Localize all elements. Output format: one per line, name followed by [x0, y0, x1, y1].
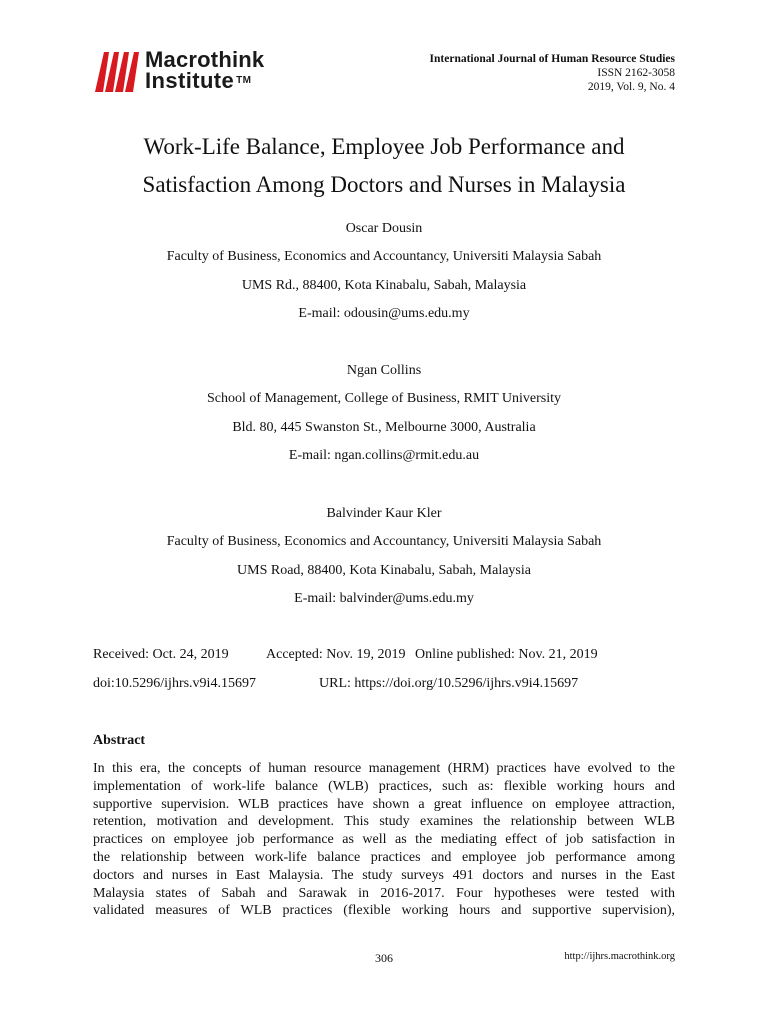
- publication-dates: [93, 647, 598, 663]
- author-address: UMS Rd., 88400, Kota Kinabalu, Sabah, Malaysia: [241, 278, 527, 293]
- doi[interactable]: doi:10.5296/ijhrs.v9i4.15697: [93, 676, 256, 691]
- accepted-date: Accepted: Nov. 19, 2019: [266, 647, 406, 662]
- abstract-line: supportive supervision. WLB practices have shown a great influence on employee attraction,: [93, 796, 675, 812]
- abstract-line: retention, motivation and development. This study examines the relationship between WLB: [93, 814, 675, 830]
- author-address: Bld. 80, 445 Swanston St., Melbourne 3000, Australia: [232, 420, 536, 435]
- received-date: Received: Oct. 24, 2019: [93, 647, 229, 662]
- journal-issn: ISSN 2162-3058: [597, 67, 675, 79]
- published-date: Online published: Nov. 21, 2019: [415, 647, 598, 662]
- title-line-1: Work-Life Balance, Employee Job Performance and: [143, 134, 625, 159]
- macrothink-logo-icon: [95, 48, 141, 92]
- author-affiliation: Faculty of Business, Economics and Accountancy, Universiti Malaysia Sabah: [166, 249, 602, 264]
- logo-line-2: Institute: [145, 68, 235, 93]
- author-affiliation: Faculty of Business, Economics and Accountancy, Universiti Malaysia Sabah: [166, 534, 602, 549]
- doi-url[interactable]: URL: https://doi.org/10.5296/ijhrs.v9i4.15697: [319, 676, 579, 691]
- author-address: UMS Road, 88400, Kota Kinabalu, Sabah, Malaysia: [237, 563, 531, 578]
- journal-info: [430, 52, 675, 94]
- logo-line-1: Macrothink: [145, 47, 265, 72]
- author-email[interactable]: E-mail: ngan.collins@rmit.edu.au: [288, 448, 480, 463]
- paper-title: [0, 128, 768, 204]
- abstract-line: validated measures of WLB practices (flexible working hours and supportive supervision),: [93, 903, 675, 919]
- author-email[interactable]: E-mail: odousin@ums.edu.my: [298, 306, 470, 321]
- author-affiliation: School of Management, College of Business, RMIT University: [207, 391, 561, 406]
- trademark-mark: TM: [236, 75, 252, 86]
- abstract-line: Malaysia states of Sabah and Sarawak in 2016-2017. Four hypotheses were tested with: [93, 885, 675, 901]
- journal-issue: 2019, Vol. 9, No. 4: [587, 81, 675, 93]
- author-name: Balvinder Kaur Kler: [326, 506, 442, 521]
- abstract-line: practices on employee job performance as well as the mediating effect of job satisfaction in: [93, 832, 675, 848]
- abstract-body: [93, 760, 675, 920]
- abstract-line: the relationship between work-life balance practices and employee job performance among: [93, 849, 675, 865]
- abstract-heading: Abstract: [93, 733, 146, 748]
- journal-website-link[interactable]: http://ijhrs.macrothink.org: [564, 951, 675, 962]
- abstract-line: implementation of work-life balance (WLB) practices, such as: flexible working hours and: [93, 778, 675, 794]
- author-name: Ngan Collins: [346, 363, 422, 378]
- author-name: Oscar Dousin: [345, 221, 423, 236]
- title-line-2: Satisfaction Among Doctors and Nurses in Malaysia: [142, 172, 626, 197]
- doi-line: [93, 676, 578, 692]
- publisher-logo: [95, 48, 264, 92]
- page-number: 306: [375, 951, 393, 965]
- abstract-line: doctors and nurses in East Malaysia. The study surveys 491 doctors and nurses in the East: [93, 867, 675, 883]
- logo-wordmark: [145, 49, 264, 91]
- journal-name: International Journal of Human Resource Studies: [429, 53, 675, 65]
- author-email[interactable]: E-mail: balvinder@ums.edu.my: [294, 591, 474, 606]
- abstract-line: In this era, the concepts of human resource management (HRM) practices have evolved to the: [93, 761, 675, 776]
